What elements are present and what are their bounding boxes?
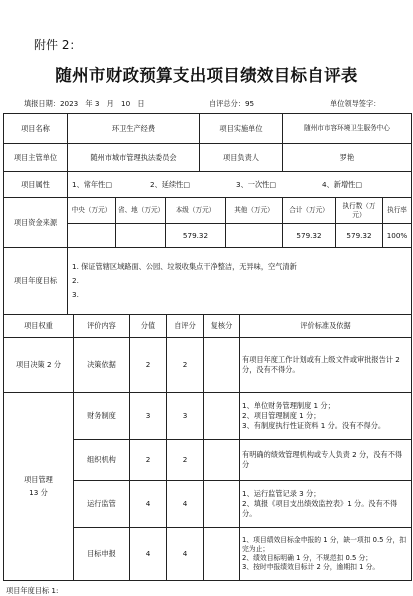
criteria-line: 2、填报《项目支出绩效监控表》1 分。没有不得分。 [242, 499, 398, 518]
row-score: 4 [129, 480, 167, 528]
attr-option: 4、新增性□ [322, 179, 363, 189]
criteria-line: 有项目年度工作计划或有上级文件或审批报告计 2 分，没有不得分。 [242, 355, 400, 374]
fund-header-total: 合计（万元） [282, 197, 336, 224]
row-content: 目标申报 [73, 527, 130, 581]
criteria-line: 1、单位财务管理制度 1 分； [242, 401, 335, 411]
project-name-label: 项目名称 [3, 113, 68, 144]
row-score: 2 [129, 439, 167, 481]
fund-header-local: 本级（万元） [165, 197, 226, 224]
row-score: 4 [129, 527, 167, 581]
row-content: 决策依据 [73, 337, 130, 393]
row-content: 运行监管 [73, 480, 130, 528]
criteria-line: 1、项目绩效目标金申报的 1 分，缺一项扣 0.5 分，扣完为止； [242, 536, 407, 554]
fund-label: 项目资金来源 [3, 197, 68, 248]
row-criteria [239, 337, 412, 393]
header-content: 评价内容 [73, 314, 130, 338]
fund-value-other [225, 223, 283, 248]
footer-note: 项目年度目标 1: [6, 586, 59, 595]
fund-value-rate: 100% [382, 223, 412, 248]
owner-label: 项目负责人 [199, 143, 283, 172]
row-self-score: 2 [166, 439, 204, 481]
fund-value-executed: 579.32 [335, 223, 383, 248]
attr-label: 项目属性 [3, 171, 68, 198]
row-self-score: 4 [166, 480, 204, 528]
row-content: 财务制度 [73, 392, 130, 440]
header-self-score: 自评分 [166, 314, 204, 338]
row-content: 组织机构 [73, 439, 130, 481]
fund-header-province: 省、地（万元） [115, 197, 166, 224]
goal-list [67, 247, 412, 315]
leader-signature-label: 单位领导签字： [330, 99, 381, 108]
project-name-value: 环卫生产经费 [67, 113, 200, 144]
row-review-score [203, 527, 240, 581]
fund-value-total: 579.32 [282, 223, 336, 248]
fund-value-central [67, 223, 116, 248]
row-self-score: 4 [166, 527, 204, 581]
header-score: 分值 [129, 314, 167, 338]
criteria-line: 1、运行监管记录 3 分； [242, 489, 321, 499]
criteria-line: 2、项目管理制度 1 分； [242, 411, 321, 421]
goal-item: 1. 保证管辖区域路面、公园、垃圾收集点干净整洁，无异味，空气清新 [72, 262, 297, 272]
row-self-score: 2 [166, 337, 204, 393]
self-score: 自评总分：95 [209, 99, 255, 108]
page-title: 随州市财政预算支出项目绩效目标自评表 [55, 66, 358, 85]
attr-option: 2、延续性□ [150, 179, 191, 189]
section-management-label: 项目管理 13 分 [3, 392, 74, 581]
row-score: 2 [129, 337, 167, 393]
fill-date: 填报日期：2023 年 3 月 10 日 [24, 99, 145, 108]
row-review-score [203, 337, 240, 393]
header-criteria: 评价标准及依据 [239, 314, 412, 338]
criteria-line: 2、绩效目标明确 1 分，不规范扣 0.5 分； [242, 554, 373, 562]
row-review-score [203, 392, 240, 440]
header-weight: 项目权重 [3, 314, 74, 338]
fund-header-other: 其他（万元） [225, 197, 283, 224]
criteria-line: 3、按时申报绩效目标计 2 分，逾期扣 1 分。 [242, 562, 380, 571]
attr-option: 1、常年性□ [72, 179, 113, 189]
attr-options [67, 171, 412, 198]
fund-header-central: 中央（万元） [67, 197, 116, 224]
fund-value-local: 579.32 [165, 223, 226, 248]
owner-value: 罗艳 [282, 143, 412, 172]
impl-unit-value: 随州市市容环境卫生服务中心 [282, 113, 412, 144]
fund-header-rate: 执行率 [382, 197, 412, 224]
header-review-score: 复核分 [203, 314, 240, 338]
attr-option: 3、一次性□ [236, 179, 277, 189]
goal-item: 3. [72, 289, 79, 299]
row-criteria [239, 527, 412, 581]
row-criteria [239, 480, 412, 528]
row-review-score [203, 439, 240, 481]
row-criteria [239, 392, 412, 440]
criteria-line: 有明确的绩效管理机构或专人负责 2 分，没有不得分 [242, 450, 403, 469]
fund-value-province [115, 223, 166, 248]
section-decision-label: 项目决策 2 分 [3, 337, 74, 393]
row-score: 3 [129, 392, 167, 440]
criteria-line: 3、有制度执行性证资料 1 分。没有不得分。 [242, 420, 386, 430]
row-self-score: 3 [166, 392, 204, 440]
goal-label: 项目年度目标 [3, 247, 68, 315]
row-criteria [239, 439, 412, 481]
fund-header-executed: 执行数（万元） [335, 197, 383, 224]
impl-unit-label: 项目实施单位 [199, 113, 283, 144]
row-review-score [203, 480, 240, 528]
dept-label: 项目主管单位 [3, 143, 68, 172]
dept-value: 随州市城市管理执法委员会 [67, 143, 200, 172]
goal-item: 2. [72, 276, 79, 286]
attachment-label: 附件 2： [34, 38, 82, 52]
